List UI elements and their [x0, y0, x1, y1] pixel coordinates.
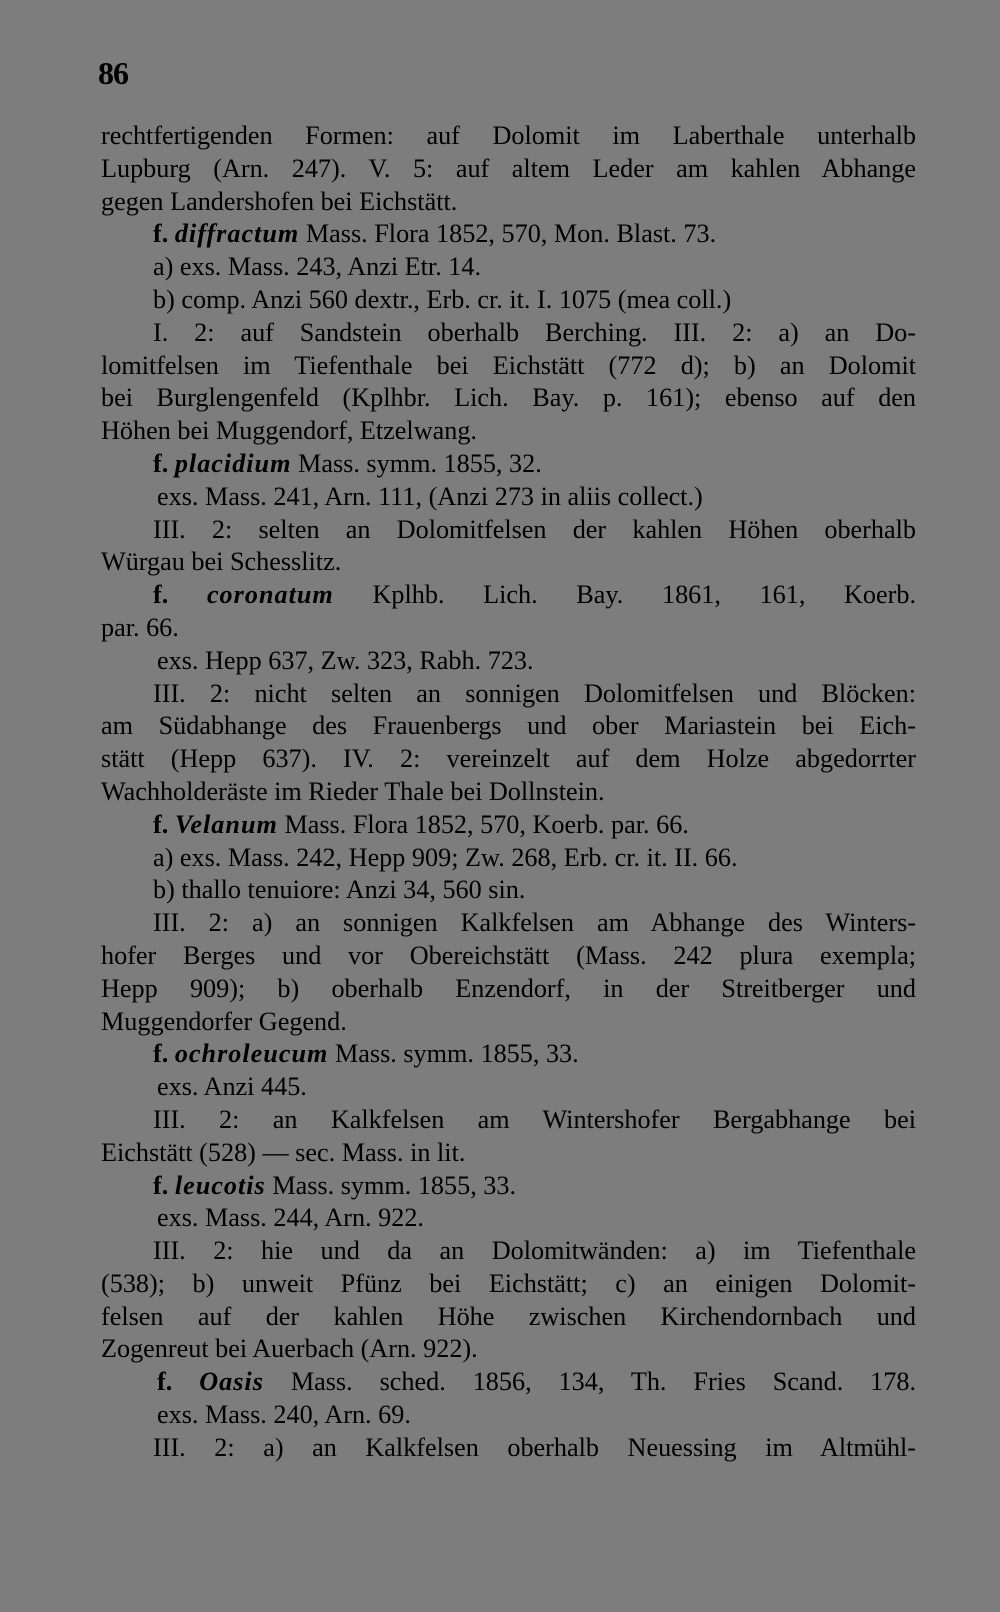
text-line: exs. Hepp 637, Zw. 323, Rabh. 723. [157, 645, 534, 675]
text-line: a) exs. Mass. 242, Hepp 909; Zw. 268, Erb. cr. it. II. 66. [153, 842, 738, 872]
taxon-entry-line [101, 1170, 916, 1203]
text-line: III. 2: nicht selten an sonnigen Dolomitfelsen und Blöcken: [153, 678, 916, 708]
text-line: exs. Anzi 445. [157, 1072, 307, 1102]
text-line: stätt (Hepp 637). IV. 2: vereinzelt auf dem Holze abgedorrter [101, 744, 916, 774]
citation-text: Mass. sched. 1856, 134, Th. Fries Scand. 178. [290, 1367, 917, 1397]
text-line: I. 2: auf Sandstein oberhalb Berching. III. 2: a) an Do- [153, 317, 916, 347]
text-line: par. 66. [101, 612, 179, 642]
text-line: bei Burglengenfeld (Kplhbr. Lich. Bay. p. 161); ebenso auf den [101, 383, 916, 413]
text-line: b) thallo tenuiore: Anzi 34, 560 sin. [153, 875, 526, 905]
text-line: III. 2: selten an Dolomitfelsen der kahlen Höhen oberhalb [153, 514, 916, 544]
citation-text: Mass. Flora 1852, 570, Mon. Blast. 73. [305, 219, 717, 249]
page-number: 86 [98, 55, 128, 91]
text-line: (538); b) unweit Pfünz bei Eichstätt; c) an einigen Dolomit- [101, 1268, 916, 1298]
body-text [101, 120, 916, 1465]
citation-text: Mass. symm. 1855, 32. [298, 448, 542, 478]
text-line: exs. Mass. 240, Arn. 69. [157, 1400, 411, 1430]
text-line: Würgau bei Schesslitz. [101, 547, 342, 577]
text-line: Höhen bei Muggendorf, Etzelwang. [101, 416, 477, 446]
text-line: III. 2: a) an Kalkfelsen oberhalb Neuessing im Altmühl- [153, 1432, 916, 1462]
taxon-entry-line [101, 1038, 916, 1071]
text-line: rechtfertigenden Formen: auf Dolomit im Laberthale unterhalb [101, 121, 916, 150]
text-line: Muggendorfer Gegend. [101, 1006, 347, 1036]
form-marker: f. [153, 580, 169, 610]
text-line: felsen auf der kahlen Höhe zwischen Kirchendornbach und [101, 1301, 916, 1331]
text-line: gegen Landershofen bei Eichstätt. [101, 186, 458, 216]
form-marker: f. [153, 1170, 169, 1200]
text-line: Eichstätt (528) — sec. Mass. in lit. [101, 1137, 466, 1167]
text-line: Hepp 909); b) oberhalb Enzendorf, in der Streitberger und [101, 973, 916, 1003]
text-line: Zogenreut bei Auerbach (Arn. 922). [101, 1334, 478, 1364]
citation-text: Mass. symm. 1855, 33. [334, 1039, 579, 1069]
text-line: III. 2: a) an sonnigen Kalkfelsen am Abhange des Winters- [153, 908, 916, 938]
form-marker: f. [153, 1039, 169, 1069]
text-line: exs. Mass. 244, Arn. 922. [157, 1203, 424, 1233]
form-marker: f. [153, 448, 169, 478]
text-line: III. 2: hie und da an Dolomitwänden: a) im Tiefenthale [153, 1236, 916, 1266]
taxon-entry-line [101, 1366, 916, 1399]
citation-text: Mass. symm. 1855, 33. [272, 1170, 517, 1200]
taxon-name: diffractum [174, 219, 300, 249]
taxon-entry-line [101, 809, 916, 842]
text-line: exs. Mass. 241, Arn. 111, (Anzi 273 in aliis collect.) [157, 481, 703, 511]
form-marker: f. [157, 1367, 173, 1397]
text-line: am Südabhange des Frauenbergs und ober Mariastein bei Eich- [101, 711, 916, 741]
taxon-name: placidium [174, 448, 292, 478]
text-line: lomitfelsen im Tiefenthale bei Eichstätt (772 d); b) an Dolomit [101, 350, 916, 380]
text-line: III. 2: an Kalkfelsen am Wintershofer Bergabhange bei [153, 1104, 916, 1134]
taxon-name: coronatum [206, 580, 334, 610]
taxon-entry-line [101, 218, 916, 251]
text-line: b) comp. Anzi 560 dextr., Erb. cr. it. I. 1075 (mea coll.) [153, 284, 732, 314]
citation-text: Mass. Flora 1852, 570, Koerb. par. 66. [284, 809, 689, 839]
text-line: Wachholderäste im Rieder Thale bei Dollnstein. [101, 776, 605, 806]
form-marker: f. [153, 219, 169, 249]
taxon-entry-line [101, 579, 916, 612]
taxon-entry-line [101, 448, 916, 481]
form-marker: f. [153, 809, 169, 839]
text-line: Lupburg (Arn. 247). V. 5: auf altem Leder am kahlen Abhange [101, 153, 916, 183]
taxon-name: Oasis [199, 1367, 264, 1397]
text-line: a) exs. Mass. 243, Anzi Etr. 14. [153, 252, 482, 282]
text-line: hofer Berges und vor Obereichstätt (Mass. 242 plura exempla; [101, 940, 916, 970]
taxon-name: leucotis [174, 1170, 266, 1200]
taxon-name: Velanum [174, 809, 278, 839]
taxon-name: ochroleucum [174, 1039, 329, 1069]
citation-text: Kplhb. Lich. Bay. 1861, 161, Koerb. [372, 580, 917, 610]
